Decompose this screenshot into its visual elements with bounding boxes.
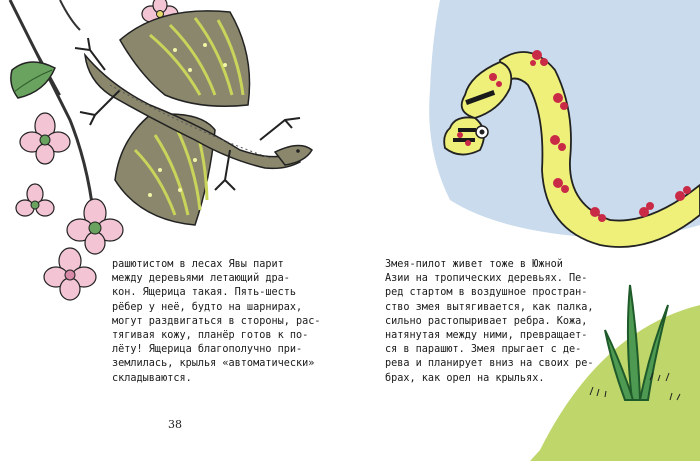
text-line: Азии на тропических деревьях. Пе- xyxy=(385,273,588,285)
text-line: складываются. xyxy=(112,372,192,384)
flying-snake-illustration xyxy=(350,0,700,461)
text-line: рёбер у неё, будто на шарнирах, xyxy=(112,301,303,313)
left-page-text xyxy=(112,258,321,386)
page-number: 38 xyxy=(168,418,182,431)
text-line: кон. Ящерица такая. Пять-шесть xyxy=(112,287,297,299)
text-line: рашютистом в лесах Явы парит xyxy=(112,259,284,270)
right-page-text xyxy=(385,258,594,386)
text-line: лёту! Ящерица благополучно при- xyxy=(112,344,303,356)
text-line: натянутая между ними, превращает- xyxy=(385,330,588,342)
text-line: землилась, крылья «автоматически» xyxy=(112,358,315,370)
text-line: рева и планирует вниз на своих ре- xyxy=(385,358,594,370)
leaf-icon xyxy=(11,62,55,98)
text-line: между деревьями летающий дра- xyxy=(112,273,290,285)
text-line: ред стартом в воздушное простран- xyxy=(385,287,588,299)
flying-lizard-icon xyxy=(75,11,312,225)
text-line: брах, как орел на крыльях. xyxy=(385,372,545,384)
text-line: тягивая кожу, планёр готов к по- xyxy=(112,330,309,342)
right-page xyxy=(350,0,700,461)
text-line: могут раздвигаться в стороны, рас- xyxy=(112,315,321,327)
text-line: ся в парашют. Змея прыгает с де- xyxy=(385,344,582,356)
text-line: ство змея вытягивается, как палка, xyxy=(385,301,594,313)
text-line: сильно растопыривает ребра. Кожа, xyxy=(385,315,588,327)
text-line: Змея-пилот живет тоже в Южной xyxy=(385,259,563,270)
